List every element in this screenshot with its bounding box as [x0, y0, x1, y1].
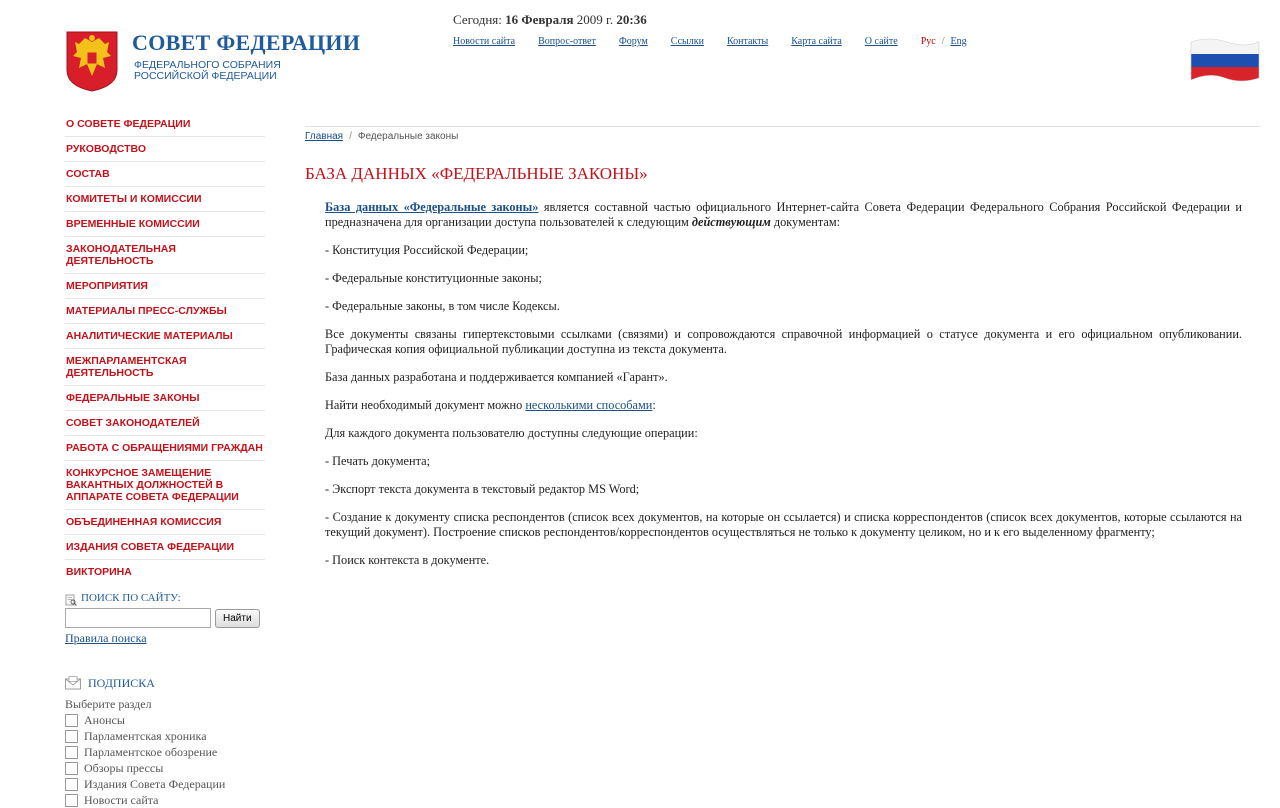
checkbox[interactable]: [65, 714, 78, 727]
subscription-option-review[interactable]: [65, 744, 275, 760]
topnav-sitemap[interactable]: Карта сайта: [791, 36, 842, 47]
main-content: [325, 200, 1242, 581]
subscription-option-label: Парламентская хроника: [84, 728, 207, 743]
breadcrumb-home-link[interactable]: Главная: [305, 131, 344, 142]
site-subtitle: [134, 60, 281, 82]
sidebar-item-quiz[interactable]: ВИКТОРИНА: [66, 566, 132, 578]
list-item-export: - Экспорт текста документа в текстовый редактор MS Word;: [325, 482, 640, 496]
sidebar-item-about[interactable]: О СОВЕТЕ ФЕДЕРАЦИИ: [65, 112, 265, 137]
checkbox[interactable]: [65, 762, 78, 775]
search-input[interactable]: [65, 608, 211, 628]
database-link[interactable]: База данных «Федеральные законы»: [325, 200, 539, 214]
search-rules-link[interactable]: Правила поиска: [65, 631, 147, 645]
sidebar-item-analytics[interactable]: АНАЛИТИЧЕСКИЕ МАТЕРИАЛЫ: [65, 324, 265, 349]
list-item-constitution: - Конституция Российской Федерации;: [325, 243, 529, 257]
search-title: ПОИСК ПО САЙТУ:: [81, 592, 181, 604]
checkbox[interactable]: [65, 794, 78, 807]
checkbox[interactable]: [65, 730, 78, 743]
search-row: [65, 608, 265, 628]
subscription-title: ПОДПИСКА: [88, 676, 155, 690]
sidebar-item-members[interactable]: СОСТАВ: [65, 162, 265, 187]
sidebar-item-joint-commission[interactable]: ОБЪЕДИНЕННАЯ КОМИССИЯ: [65, 510, 265, 535]
checkbox[interactable]: [65, 778, 78, 791]
page-title: БАЗА ДАННЫХ «ФЕДЕРАЛЬНЫЕ ЗАКОНЫ»: [305, 164, 648, 183]
list-item-fkz: - Федеральные конституционные законы;: [325, 271, 542, 285]
sidebar-item-temporary-commissions[interactable]: ВРЕМЕННЫЕ КОМИССИИ: [65, 212, 265, 237]
sidebar-item-vacancies[interactable]: КОНКУРСНОЕ ЗАМЕЩЕНИЕ ВАКАНТНЫХ ДОЛЖНОСТЕЙ В АППАРАТЕ СОВЕТА ФЕДЕРАЦИИ: [65, 461, 265, 510]
intro-text-1: является составной частью официального Интернет-сайта Совета Федерации Федерального Собрания Российской Федерации и предназначена для организации доступа пользователей к следующим: [325, 200, 1242, 229]
topnav-news[interactable]: Новости сайта: [453, 36, 516, 47]
top-navigation: [453, 36, 990, 47]
subscription-option-label: Парламентское обозрение: [84, 744, 218, 759]
subscription-option-press-reviews[interactable]: [65, 760, 275, 776]
list-item-context: - Поиск контекста в документе.: [325, 553, 490, 567]
subscription-option-label: Анонсы: [84, 712, 125, 727]
site-subtitle-line2: РОССИЙСКОЙ ФЕДЕРАЦИИ: [134, 70, 277, 82]
sidebar-menu: [65, 112, 265, 584]
list-item-respondents: - Создание к документу списка респондентов (список всех документов, на которые он ссылается) и списка корреспондентов (список всех документов, которые ссылаются на текущий документ). Построение списков респондентов/корреспондентов осуществляться не только к документу целиком, но и к его выделенному фрагменту;: [325, 510, 1242, 539]
paragraph-garant: База данных разработана и поддерживается компанией «Гарант».: [325, 370, 668, 384]
search-button[interactable]: Найти: [215, 609, 260, 628]
intro-paragraph: [325, 200, 1242, 230]
search-doc-icon: [65, 594, 77, 606]
subscription-prompt: Выберите раздел: [65, 697, 152, 711]
envelope-icon: [65, 676, 81, 690]
lang-separator: /: [941, 36, 945, 47]
subscription-option-label: Издания Совета Федерации: [84, 776, 226, 791]
topnav-faq[interactable]: Вопрос-ответ: [538, 36, 596, 47]
paragraph-operations: Для каждого документа пользователю доступны следующие операции:: [325, 426, 698, 440]
sidebar-item-press[interactable]: МАТЕРИАЛЫ ПРЕСС-СЛУЖБЫ: [65, 299, 265, 324]
current-time: 20:36: [616, 12, 647, 27]
site-title[interactable]: СОВЕТ ФЕДЕРАЦИИ: [132, 30, 361, 55]
topnav-forum[interactable]: Форум: [618, 36, 648, 47]
find-end: :: [652, 398, 656, 412]
sidebar-item-council-of-legislators[interactable]: СОВЕТ ЗАКОНОДАТЕЛЕЙ: [65, 411, 265, 436]
sidebar-item-committees[interactable]: КОМИТЕТЫ И КОМИССИИ: [65, 187, 265, 212]
subscription-option-label: Обзоры прессы: [84, 760, 164, 775]
sidebar-item-legislative[interactable]: ЗАКОНОДАТЕЛЬНАЯ ДЕЯТЕЛЬНОСТЬ: [65, 237, 265, 274]
site-subtitle-line1: ФЕДЕРАЛЬНОГО СОБРАНИЯ: [134, 59, 281, 71]
date-prefix: Сегодня:: [453, 12, 502, 27]
subscription-option-site-news[interactable]: [65, 792, 275, 808]
checkbox[interactable]: [65, 746, 78, 759]
russian-flag-icon: [1189, 38, 1261, 84]
subscription-option-label: Новости сайта: [84, 792, 159, 807]
subscription-option-chronicle[interactable]: [65, 728, 275, 744]
lang-current: Рус: [920, 36, 936, 47]
site-search: [65, 592, 265, 646]
coat-of-arms-icon[interactable]: [65, 30, 119, 92]
search-methods-link[interactable]: несколькими способами: [525, 398, 653, 412]
sidebar-item-publications[interactable]: ИЗДАНИЯ СОВЕТА ФЕДЕРАЦИИ: [65, 535, 265, 560]
topnav-links[interactable]: Ссылки: [670, 36, 704, 47]
topnav-about[interactable]: О сайте: [864, 36, 898, 47]
intro-emphasis: действующим: [691, 215, 771, 229]
breadcrumb: [305, 126, 1261, 142]
sidebar-item-federal-laws[interactable]: ФЕДЕРАЛЬНЫЕ ЗАКОНЫ: [65, 386, 265, 411]
breadcrumb-current: Федеральные законы: [357, 131, 459, 142]
subscription-option-announcements[interactable]: [65, 712, 275, 728]
sidebar-item-interparliamentary[interactable]: МЕЖПАРЛАМЕНТСКАЯ ДЕЯТЕЛЬНОСТЬ: [65, 349, 265, 386]
breadcrumb-separator: /: [349, 131, 352, 142]
lang-english-link[interactable]: Eng: [950, 36, 967, 47]
paragraph-find: [325, 398, 1242, 413]
date-day-month: 16 Февраля: [505, 12, 574, 27]
sidebar-item-leadership[interactable]: РУКОВОДСТВО: [65, 137, 265, 162]
subscription-block: [65, 676, 275, 808]
paragraph-links: Все документы связаны гипертекстовыми ссылками (связями) и сопровождаются справочной информацией о статусе документа и его официальном опубликовании. Графическая копия официальной публикации доступна из текста документа.: [325, 327, 1242, 356]
sidebar-item-events[interactable]: МЕРОПРИЯТИЯ: [65, 274, 265, 299]
find-text: Найти необходимый документ можно: [325, 398, 526, 412]
date-year: 2009 г.: [576, 12, 614, 27]
date-line: [453, 12, 647, 28]
list-item-fz: - Федеральные законы, в том числе Кодексы.: [325, 299, 560, 313]
list-item-print: - Печать документа;: [325, 454, 430, 468]
subscription-option-publications[interactable]: [65, 776, 275, 792]
topnav-contacts[interactable]: Контакты: [726, 36, 769, 47]
intro-text-2: документам:: [770, 215, 841, 229]
sidebar-item-citizen-appeals[interactable]: РАБОТА С ОБРАЩЕНИЯМИ ГРАЖДАН: [65, 436, 265, 461]
